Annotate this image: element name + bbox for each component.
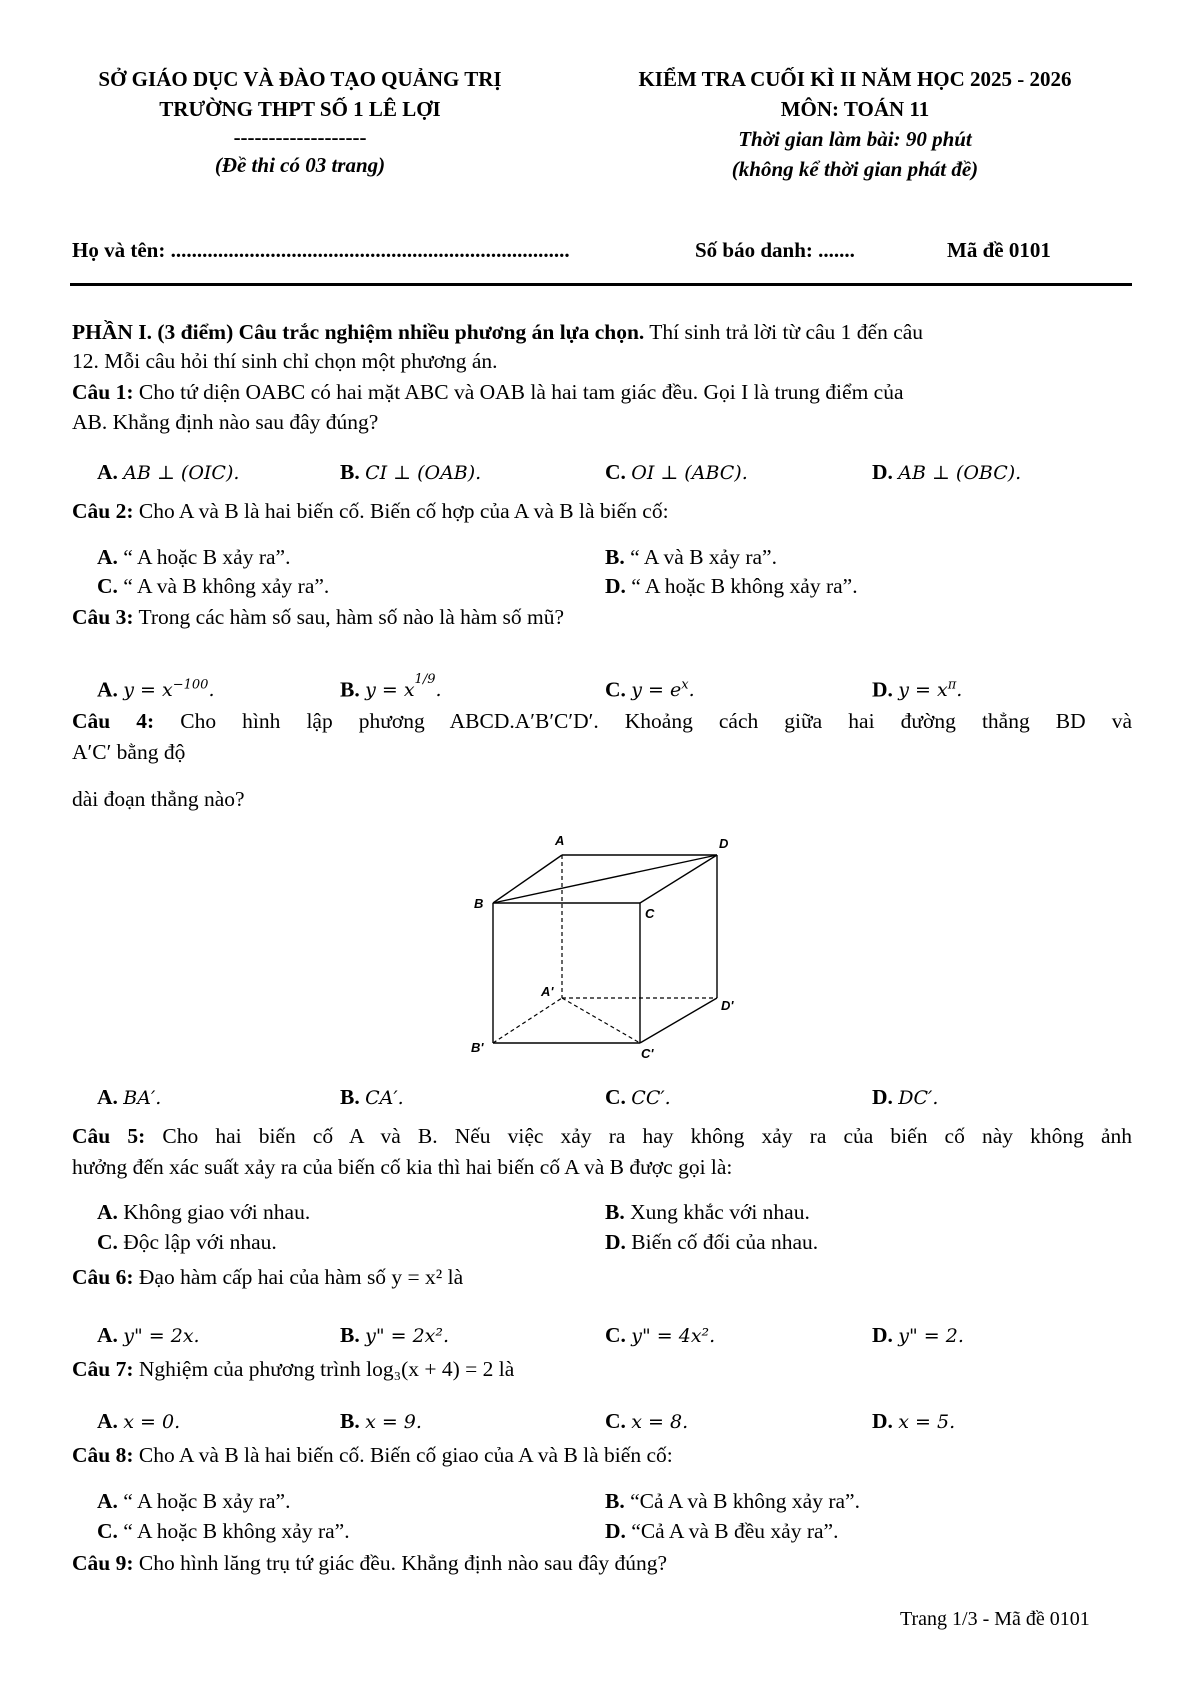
option-key: C. — [605, 1409, 626, 1433]
question-2 — [72, 497, 1132, 525]
option-text: y" = 2x². — [365, 1325, 450, 1347]
option-key: C. — [605, 460, 626, 484]
option-key: C. — [97, 1230, 118, 1254]
q4-option-d[interactable] — [872, 1083, 938, 1112]
option-text: AB ⊥ (OBC). — [898, 462, 1022, 484]
q7-option-d[interactable] — [872, 1407, 955, 1436]
question-4-line3: dài đoạn thẳng nào? — [72, 787, 245, 811]
school-name: TRƯỜNG THPT SỐ 1 LÊ LỢI — [159, 97, 441, 121]
option-key: A. — [97, 1409, 118, 1433]
q2-option-a[interactable] — [97, 543, 290, 571]
question-label: Câu 4: — [72, 709, 155, 733]
q5-option-a[interactable] — [97, 1198, 310, 1226]
option-base: y = x — [898, 679, 948, 702]
question-5 — [72, 1122, 1132, 1150]
q3-option-c[interactable] — [605, 672, 695, 704]
header-divider: ------------------- — [233, 125, 367, 149]
vertex-label-c: C — [645, 906, 655, 921]
option-key: A. — [97, 1085, 118, 1109]
option-key: D. — [872, 460, 893, 484]
q2-option-b[interactable] — [605, 543, 777, 571]
vertex-label-c-prime: C' — [641, 1046, 654, 1060]
page-footer: Trang 1/3 - Mã đề 0101 — [900, 1608, 1090, 1630]
time-note: (không kể thời gian phát đề) — [731, 157, 979, 181]
q8-option-d[interactable] — [605, 1517, 838, 1545]
option-end: . — [208, 679, 215, 702]
header-left — [70, 64, 530, 180]
q3-option-a[interactable] — [97, 672, 215, 704]
part1-title-rest: Thí sinh trả lời từ câu 1 đến câu — [644, 320, 924, 344]
q5-option-c[interactable] — [97, 1228, 277, 1256]
option-text: Không giao với nhau. — [123, 1200, 311, 1224]
q8-option-a[interactable] — [97, 1487, 290, 1515]
student-name-field: Họ và tên: ............................................................................ — [72, 238, 570, 262]
option-text: “Cả A và B đều xảy ra”. — [631, 1519, 839, 1543]
question-5-line2: hưởng đến xác suất xảy ra của biến cố kia thì hai biến cố A và B được gọi là: — [72, 1155, 733, 1179]
option-end: . — [435, 679, 442, 702]
question-label: Câu 8: — [72, 1443, 134, 1467]
option-text: CA′. — [365, 1087, 404, 1109]
question-label: Câu 1: — [72, 380, 134, 404]
question-7 — [72, 1355, 1132, 1383]
question-text: Đạo hàm cấp hai của hàm số y = x² là — [133, 1265, 464, 1289]
q7-option-b[interactable] — [340, 1407, 422, 1436]
option-text: CC′. — [631, 1087, 671, 1109]
question-label: Câu 6: — [72, 1265, 134, 1289]
q6-option-b[interactable] — [340, 1321, 449, 1350]
q5-option-d[interactable] — [605, 1228, 818, 1256]
q4-option-c[interactable] — [605, 1083, 671, 1112]
question-3 — [72, 603, 1132, 631]
option-key: C. — [605, 1323, 626, 1347]
option-key: C. — [605, 677, 626, 702]
q1-option-d[interactable] — [872, 458, 1021, 487]
option-text: CI ⊥ (OAB). — [365, 462, 482, 484]
q8-option-c[interactable] — [97, 1517, 350, 1545]
option-base: y = e — [631, 679, 682, 702]
option-end: . — [688, 679, 695, 702]
option-text: OI ⊥ (ABC). — [631, 462, 748, 484]
option-base: y = x — [123, 679, 173, 702]
option-key: C. — [97, 1519, 118, 1543]
vertex-label-b-prime: B' — [471, 1040, 484, 1055]
q6-option-a[interactable] — [97, 1321, 200, 1350]
option-text: “ A và B xảy ra”. — [630, 545, 777, 569]
q1-option-b[interactable] — [340, 458, 481, 487]
question-label: Câu 3: — [72, 605, 134, 629]
option-key: D. — [605, 1230, 626, 1254]
option-text: “ A hoặc B xảy ra”. — [123, 1489, 291, 1513]
question-text: Cho hình lăng trụ tứ giác đều. Khẳng định nào sau đây đúng? — [133, 1551, 668, 1575]
question-8 — [72, 1441, 1132, 1469]
vertex-label-b: B — [474, 896, 484, 911]
option-key: B. — [340, 1323, 360, 1347]
q6-option-c[interactable] — [605, 1321, 715, 1350]
option-text: “ A hoặc B xảy ra”. — [123, 545, 291, 569]
option-text: AB ⊥ (OIC). — [123, 462, 240, 484]
option-text: BA′. — [123, 1087, 162, 1109]
subject-title: MÔN: TOÁN 11 — [780, 97, 930, 121]
part1-title — [72, 318, 1132, 346]
page-count-note: (Đề thi có 03 trang) — [214, 153, 386, 177]
option-exponent: −100 — [172, 678, 209, 693]
option-key: B. — [605, 1200, 625, 1224]
question-text: Nghiệm của phương trình log₃(x + 4) = 2 là — [133, 1357, 515, 1381]
q4-option-b[interactable] — [340, 1083, 404, 1112]
option-text: Xung khắc với nhau. — [630, 1200, 810, 1224]
student-id-field: Số báo danh: ....... — [695, 238, 855, 262]
option-key: B. — [340, 1409, 360, 1433]
option-key: A. — [97, 545, 118, 569]
q7-option-a[interactable] — [97, 1407, 180, 1436]
q3-option-d[interactable] — [872, 672, 962, 704]
option-key: A. — [97, 1489, 118, 1513]
option-key: A. — [97, 677, 118, 702]
question-9 — [72, 1549, 1132, 1577]
header-rule — [70, 283, 1132, 286]
option-text: “ A hoặc B không xảy ra”. — [631, 574, 858, 598]
cube-figure — [455, 830, 755, 1060]
option-text: Biến cố đối của nhau. — [631, 1230, 819, 1254]
question-text: Cho A và B là hai biến cố. Biến cố giao của A và B là biến cố: — [133, 1443, 673, 1467]
question-6 — [72, 1263, 1132, 1291]
option-text: “Cả A và B không xảy ra”. — [630, 1489, 860, 1513]
question-label: Câu 7: — [72, 1357, 134, 1381]
q2-option-c[interactable] — [97, 572, 329, 600]
header-right — [560, 64, 1150, 184]
question-label: Câu 9: — [72, 1551, 134, 1575]
option-key: D. — [872, 1409, 893, 1433]
option-text: “ A và B không xảy ra”. — [123, 574, 330, 598]
question-4 — [72, 707, 1132, 735]
q6-option-d[interactable] — [872, 1321, 964, 1350]
option-text: x = 9. — [365, 1411, 422, 1433]
department-name: SỞ GIÁO DỤC VÀ ĐÀO TẠO QUẢNG TRỊ — [98, 67, 502, 91]
vertex-label-a-prime: A' — [541, 984, 554, 999]
question-4-line2: A′C′ bằng độ — [72, 740, 186, 764]
option-text: y" = 4x². — [631, 1325, 716, 1347]
time-limit: Thời gian làm bài: 90 phút — [738, 127, 972, 151]
vertex-label-a: A — [555, 833, 565, 848]
option-exponent: π — [947, 678, 957, 693]
q4-option-a[interactable] — [97, 1083, 161, 1112]
option-key: D. — [605, 1519, 626, 1543]
vertex-label-d: D — [719, 836, 729, 851]
option-text: x = 0. — [123, 1411, 181, 1433]
option-text: Độc lập với nhau. — [123, 1230, 277, 1254]
question-text: Cho A và B là hai biến cố. Biến cố hợp của A và B là biến cố: — [133, 499, 669, 523]
option-key: A. — [97, 1323, 118, 1347]
option-key: B. — [605, 545, 625, 569]
option-key: B. — [340, 460, 360, 484]
option-key: B. — [340, 1085, 360, 1109]
q1-option-c[interactable] — [605, 458, 748, 487]
question-label: Câu 2: — [72, 499, 134, 523]
option-exponent: 1/9 — [414, 672, 436, 687]
option-text: x = 5. — [898, 1411, 956, 1433]
question-label: Câu 5: — [72, 1124, 146, 1148]
option-key: D. — [872, 1323, 893, 1347]
option-text: y" = 2. — [898, 1325, 964, 1347]
option-end: . — [956, 679, 963, 702]
option-text: DC′. — [898, 1087, 939, 1109]
option-text: x = 8. — [631, 1411, 689, 1433]
q5-option-b[interactable] — [605, 1198, 810, 1226]
option-key: B. — [605, 1489, 625, 1513]
q2-option-d[interactable] — [605, 572, 858, 600]
option-key: C. — [97, 574, 118, 598]
exam-code: Mã đề 0101 — [947, 238, 1051, 262]
question-text: Cho tứ diện OABC có hai mặt ABC và OAB là hai tam giác đều. Gọi I là trung điểm của — [133, 380, 904, 404]
option-base: y = x — [365, 679, 415, 702]
question-1 — [72, 378, 1132, 406]
option-text: “ A hoặc B không xảy ra”. — [123, 1519, 350, 1543]
vertex-label-d-prime: D' — [721, 998, 734, 1013]
q8-option-b[interactable] — [605, 1487, 860, 1515]
exam-title: KIỂM TRA CUỐI KÌ II NĂM HỌC 2025 - 2026 — [638, 67, 1072, 91]
question-text: Trong các hàm số sau, hàm số nào là hàm số mũ? — [133, 605, 565, 629]
question-1-line2: AB. Khẳng định nào sau đây đúng? — [72, 410, 379, 434]
part1-title-bold: PHẦN I. (3 điểm) Câu trắc nghiệm nhiều phương án lựa chọn. — [72, 320, 645, 344]
option-key: A. — [97, 460, 118, 484]
option-key: C. — [605, 1085, 626, 1109]
option-key: D. — [872, 1085, 893, 1109]
option-key: D. — [605, 574, 626, 598]
question-text: Cho hình lập phương ABCD.A′B′C′D′. Khoảng cách giữa hai đường thẳng BD và — [154, 709, 1132, 733]
part1-title-line2: 12. Mỗi câu hỏi thí sinh chỉ chọn một phương án. — [72, 349, 498, 373]
option-key: A. — [97, 1200, 118, 1224]
option-key: D. — [872, 677, 893, 702]
q1-option-a[interactable] — [97, 458, 239, 487]
q7-option-c[interactable] — [605, 1407, 688, 1436]
question-text: Cho hai biến cố A và B. Nếu việc xảy ra hay không xảy ra của biến cố này không ảnh — [145, 1124, 1133, 1148]
option-exponent: x — [681, 678, 689, 693]
option-key: B. — [340, 677, 360, 702]
option-text: y" = 2x. — [123, 1325, 200, 1347]
q3-option-b[interactable] — [340, 672, 442, 704]
